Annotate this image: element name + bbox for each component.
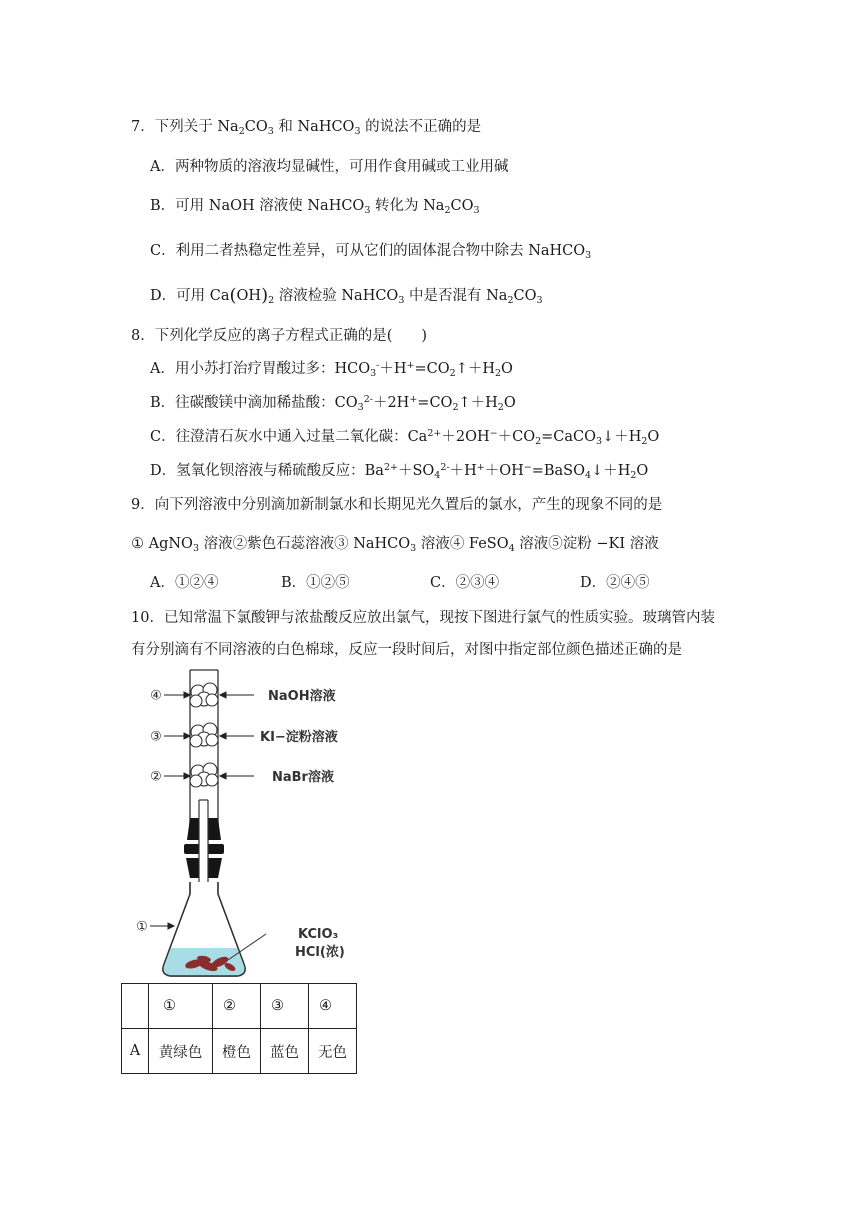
- table-cell: 橙色: [213, 1029, 261, 1074]
- label-kclo3: KClO₃: [298, 927, 339, 942]
- svg-text:②: ②: [150, 769, 162, 785]
- cotton-ball-3: [190, 723, 218, 747]
- label-nabr: NaBr溶液: [272, 770, 334, 785]
- q9-stem: 9．向下列溶液中分别滴加新制氯水和长期见光久置后的氯水，产生的现象不同的是: [131, 497, 663, 513]
- marker-2: [149, 769, 163, 785]
- table-cell: ①: [149, 984, 213, 1029]
- conical-flask: [163, 882, 245, 976]
- table-cell: 黄绿色: [149, 1029, 213, 1074]
- chlorine-apparatus-diagram: [120, 668, 380, 986]
- table-cell: ④: [309, 984, 357, 1029]
- q7-option-a: A．两种物质的溶液均显碱性，可用作食用碱或工业用碱: [150, 159, 509, 175]
- q10-stem-line2: 有分别滴有不同溶液的白色棉球，反应一段时间后，对图中指定部位颜色描述正确的是: [131, 642, 682, 658]
- label-ki-starch: KI−淀粉溶液: [260, 730, 338, 745]
- marker-4: [149, 688, 163, 704]
- table-cell: 蓝色: [261, 1029, 309, 1074]
- q8-option-a: A．用小苏打治疗胃酸过多：$HCO_3^-+H^+=CO_2↑+H_2O$: [150, 360, 513, 379]
- q7-stem: 7．下列关于 $Na_2CO_3$ 和 NaHCO$_3$ 的说法不正确的是: [131, 119, 482, 137]
- table-cell: 无色: [309, 1029, 357, 1074]
- answer-table: [121, 983, 357, 1074]
- q9-choice-d: D．②④⑤: [580, 575, 650, 591]
- q9-choice-a: A．①②④: [150, 575, 219, 591]
- svg-text:④: ④: [150, 688, 162, 704]
- q7-option-b: B．可用 NaOH 溶液使 NaHCO$_3$ 转化为 $Na_2CO_3$: [150, 198, 480, 216]
- table-row: [122, 1029, 357, 1074]
- q10-stem-line1: 10．已知常温下氯酸钾与浓盐酸反应放出氯气，现按下图进行氯气的性质实验。玻璃管内装: [131, 610, 715, 626]
- marker-1: [135, 919, 149, 935]
- q8-stem: 8．下列化学反应的离子方程式正确的是( ): [131, 328, 428, 344]
- q9-solution-list: ① AgNO$_3$ 溶液②紫色石蕊溶液③ NaHCO$_3$ 溶液④ FeSO$_4$ 溶液⑤淀粉 −KI 溶液: [131, 536, 659, 554]
- q7-option-c: C．利用二者热稳定性差异，可从它们的固体混合物中除去 NaHCO$_3$: [150, 243, 592, 261]
- q8-option-c: C．往澄清石灰水中通入过量二氧化碳：$Ca^{2+}+2OH^-+CO_2=CaCO_3↓+H_2O$: [150, 428, 660, 447]
- q9-choice-b: B．①②⑤: [281, 575, 350, 591]
- table-cell: ②: [213, 984, 261, 1029]
- table-cell: A: [122, 1029, 149, 1074]
- cotton-ball-4: [190, 683, 218, 707]
- table-cell: ③: [261, 984, 309, 1029]
- label-naoh: NaOH溶液: [268, 689, 336, 704]
- q9-choice-c: C．②③④: [430, 575, 500, 591]
- q8-option-d: D．氢氧化钡溶液与稀硫酸反应：$Ba^{2+}+SO_4^{2-}+H^++OH^-=BaSO_4↓+H_2O$: [150, 462, 649, 481]
- marker-3: [149, 729, 163, 745]
- cotton-ball-2: [190, 763, 218, 787]
- svg-text:①: ①: [136, 919, 148, 935]
- label-hcl: HCl(浓): [295, 945, 345, 960]
- table-cell: [122, 984, 149, 1029]
- svg-text:③: ③: [150, 729, 162, 745]
- table-header-row: [122, 984, 357, 1029]
- q7-option-d: D．可用 $Ca(OH)_2$ 溶液检验 NaHCO$_3$ 中是否混有 $Na_2CO_3$: [150, 285, 543, 306]
- q8-option-b: B．往碳酸镁中滴加稀盐酸：$CO_3^{2-}+2H^+=CO_2↑+H_2O$: [150, 394, 516, 413]
